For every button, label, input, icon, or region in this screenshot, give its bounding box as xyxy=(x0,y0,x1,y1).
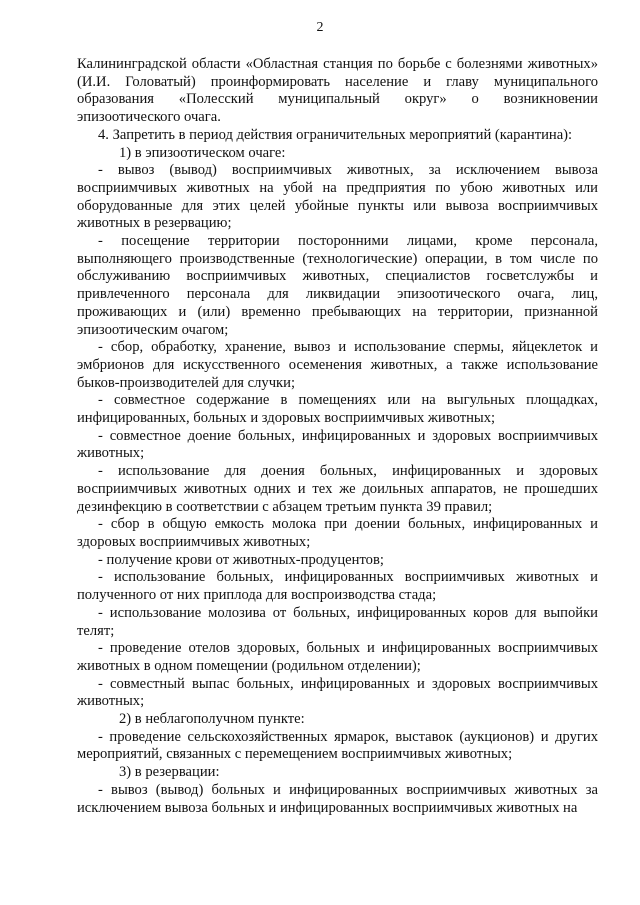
paragraph: - проведение сельскохозяйственных ярмарок, выставок (аукционов) и других мероприятий, связанных с перемещением восприимчивых животных; xyxy=(77,728,598,763)
paragraph: - получение крови от животных-продуцентов; xyxy=(98,551,384,568)
paragraph: - проведение отелов здоровых, больных и инфицированных восприимчивых животных в одном помещении (родильном отделении); xyxy=(77,640,598,674)
paragraph: Калининградской области «Областная станция по борьбе с болезнями животных» (И.И. Головатый) проинформировать население и главу муниципального образования «Полесский муниципальный округ» о возникновении эпизоотического очага. xyxy=(77,56,598,126)
paragraph: 1) в эпизоотическом очаге: xyxy=(119,144,286,161)
page-number: 2 xyxy=(316,20,324,35)
paragraph: - сбор в общую емкость молока при доении больных, инфицированных и здоровых восприимчивых животных; xyxy=(77,516,598,550)
paragraph: - совместное содержание в помещениях или на выгульных площадках, инфицированных, больных и здоровых восприимчивых животных; xyxy=(77,392,598,427)
paragraph: 4. Запретить в период действия ограничительных мероприятий (карантина): xyxy=(98,126,573,143)
paragraph: - использование больных, инфицированных восприимчивых животных и полученного от них приплода для воспроизводства стада; xyxy=(77,569,598,604)
document-body xyxy=(77,56,598,817)
paragraph: - совместное доение больных, инфицированных и здоровых восприимчивых животных; xyxy=(77,427,598,462)
paragraph: 2) в неблагополучном пункте: xyxy=(119,711,305,728)
paragraph: - вывоз (вывод) восприимчивых животных, за исключением вывоза восприимчивых животных на убой на предприятия по убою животных или оборудованные для этих целей убойные пункты или вывоза восприимчивых животных в резервацию; xyxy=(77,162,598,232)
paragraph: - вывоз (вывод) больных и инфицированных восприимчивых животных за исключением вывоза больных и инфицированных восприимчивых животных на xyxy=(77,781,598,816)
paragraph: - использование для доения больных, инфицированных и здоровых восприимчивых животных одних и тех же доильных аппаратов, не прошедших дезинфекцию в соответствии с абзацем третьим пункта 39 правил; xyxy=(77,463,598,515)
paragraph: - использование молозива от больных, инфицированных коров для выпойки телят; xyxy=(77,604,598,639)
paragraph: - совместный выпас больных, инфицированных и здоровых восприимчивых животных; xyxy=(77,675,598,710)
paragraph: - сбор, обработку, хранение, вывоз и использование спермы, яйцеклеток и эмбрионов для искусственного осеменения животных, а также использование быков-производителей для случки; xyxy=(77,339,598,391)
paragraph: 3) в резервации: xyxy=(119,764,220,781)
paragraph: - посещение территории посторонними лицами, кроме персонала, выполняющего производственные (технологические) операции, в том числе по обслуживанию восприимчивых животных, специалистов госветслужбы и привлеченного персонала для ликвидации эпизоотического очага, лиц, проживающих и (или) временно пребывающих на территории, признанной эпизоотическим очагом; xyxy=(77,233,598,338)
